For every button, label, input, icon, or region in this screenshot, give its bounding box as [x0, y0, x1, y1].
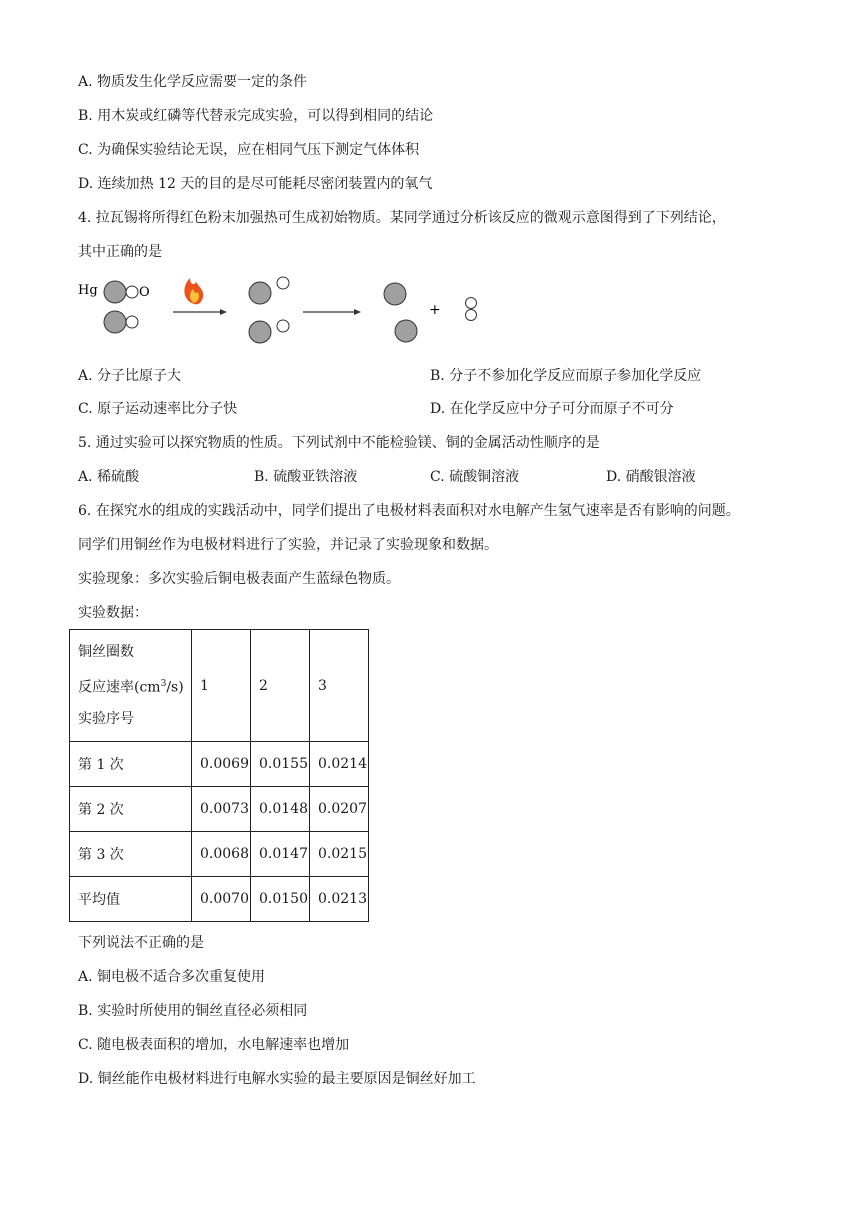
- q4-option-d: D. 在化学反应中分子可分而原子不可分: [430, 401, 674, 417]
- hg-atom: [395, 320, 417, 342]
- o-atom: [277, 277, 289, 289]
- table-cell: 0.0147: [251, 832, 310, 877]
- q6-data-label: 实验数据：: [78, 605, 148, 621]
- q4-option-b: B. 分子不参加化学反应而原子参加化学反应: [430, 368, 702, 384]
- q5-option-a: A. 稀硫酸: [78, 469, 140, 485]
- q6-option-b: B. 实验时所使用的铜丝直径必须相同: [78, 1003, 308, 1019]
- o-atom: [466, 310, 477, 321]
- table-row: [70, 742, 369, 787]
- hg-atom: [104, 311, 126, 333]
- hg-atom: [384, 283, 406, 305]
- column-header: 3: [310, 630, 369, 742]
- row-label: 第 3 次: [70, 832, 192, 877]
- hg-atom: [249, 321, 271, 343]
- table-row: [70, 832, 369, 877]
- q6-phenomenon: 实验现象：多次实验后铜电极表面产生蓝绿色物质。: [78, 571, 400, 587]
- q5-option-c: C. 硫酸铜溶液: [430, 469, 520, 485]
- q4-stem-line1: 4. 拉瓦锡将所得红色粉末加强热可生成初始物质。某同学通过分析该反应的微观示意图得到了下列结论，: [78, 210, 726, 226]
- table-cell: 0.0069: [192, 742, 251, 787]
- q6-option-d: D. 铜丝能作电极材料进行电解水实验的最主要原因是铜丝好加工: [78, 1071, 476, 1087]
- table-cell: 0.0207: [310, 787, 369, 832]
- flame-icon: [184, 278, 203, 304]
- table-cell: 0.0155: [251, 742, 310, 787]
- table-corner-header: [70, 630, 192, 742]
- q4-stem-line2: 其中正确的是: [78, 244, 162, 260]
- o-atom: [126, 316, 138, 328]
- q3-option-b: B. 用木炭或红磷等代替汞完成实验，可以得到相同的结论: [78, 108, 434, 124]
- table-header-row: [70, 630, 369, 742]
- o-atom: [277, 320, 289, 332]
- q6-option-c: C. 随电极表面积的增加，水电解速率也增加: [78, 1037, 350, 1053]
- column-header: 1: [192, 630, 251, 742]
- q3-option-c: C. 为确保实验结论无误，应在相同气压下测定气体体积: [78, 142, 420, 158]
- table-cell: 0.0215: [310, 832, 369, 877]
- table-cell: 0.0073: [192, 787, 251, 832]
- table-row: [70, 787, 369, 832]
- q3-option-a: A. 物质发生化学反应需要一定的条件: [78, 74, 308, 90]
- o-atom: [466, 298, 477, 309]
- hg-atom: [249, 282, 271, 304]
- q4-option-a: A. 分子比原子大: [78, 368, 182, 384]
- q5-option-d: D. 硝酸银溶液: [606, 469, 696, 485]
- row-label: 第 1 次: [70, 742, 192, 787]
- table-cell: 0.0213: [310, 877, 369, 922]
- header-trial: 实验序号: [78, 711, 134, 728]
- reaction-diagram: [78, 272, 498, 352]
- arrow-head: [220, 309, 227, 315]
- plus-sign: +: [429, 302, 441, 318]
- table-cell: 0.0070: [192, 877, 251, 922]
- table-cell: 0.0214: [310, 742, 369, 787]
- q5-option-b: B. 硫酸亚铁溶液: [254, 469, 358, 485]
- q6-stem-line2: 同学们用铜丝作为电极材料进行了实验，并记录了实验现象和数据。: [78, 537, 498, 553]
- q5-stem: 5. 通过实验可以探究物质的性质。下列试剂中不能检验镁、铜的金属活动性顺序的是: [78, 435, 600, 451]
- column-header: 2: [251, 630, 310, 742]
- table-cell: 0.0150: [251, 877, 310, 922]
- o-label: O: [139, 285, 150, 300]
- table-row: [70, 877, 369, 922]
- header-rate: 反应速率$(cm^3/s)$: [78, 678, 184, 696]
- table-cell: 0.0068: [192, 832, 251, 877]
- hg-label: Hg: [78, 283, 98, 298]
- hg-atom: [104, 281, 126, 303]
- o-atom: [126, 286, 138, 298]
- row-label: 平均值: [70, 877, 192, 922]
- q4-option-c: C. 原子运动速率比分子快: [78, 401, 238, 417]
- header-turns: 铜丝圈数: [78, 643, 134, 660]
- q3-option-d: D. 连续加热 12 天的目的是尽可能耗尽密闭装置内的氧气: [78, 176, 433, 192]
- row-label: 第 2 次: [70, 787, 192, 832]
- q6-question: 下列说法不正确的是: [78, 935, 204, 951]
- arrow-head: [354, 309, 361, 315]
- q6-option-a: A. 铜电极不适合多次重复使用: [78, 969, 266, 985]
- experiment-data-table: [69, 629, 369, 922]
- q6-stem-line1: 6. 在探究水的组成的实践活动中，同学们提出了电极材料表面积对水电解产生氢气速率是否有影响的问题。: [78, 503, 740, 519]
- table-cell: 0.0148: [251, 787, 310, 832]
